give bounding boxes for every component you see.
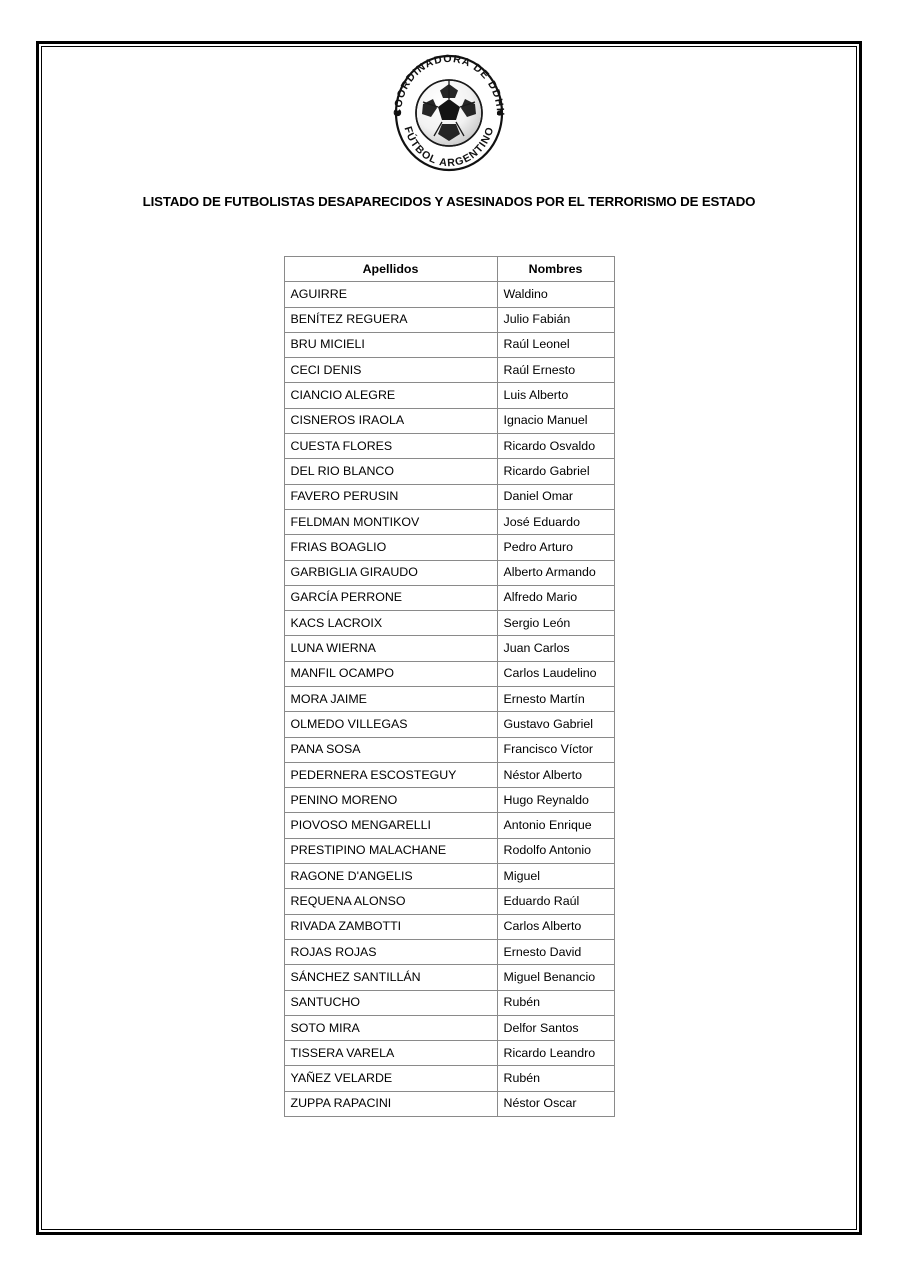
cell-nombre: Luis Alberto: [497, 383, 614, 408]
page-content: [42, 47, 856, 1229]
cell-nombre: Miguel: [497, 864, 614, 889]
cell-nombre: Sergio León: [497, 611, 614, 636]
table-row: [284, 408, 614, 433]
table-row: [284, 1041, 614, 1066]
table-row: [284, 535, 614, 560]
table-row: [284, 434, 614, 459]
table-row: [284, 939, 614, 964]
cell-apellido: KACS LACROIX: [284, 611, 497, 636]
table-row: [284, 914, 614, 939]
cell-nombre: Néstor Alberto: [497, 762, 614, 787]
cell-nombre: Carlos Laudelino: [497, 661, 614, 686]
cell-apellido: ZUPPA RAPACINI: [284, 1091, 497, 1116]
emblem-container: [42, 47, 856, 172]
soccer-ball-icon: [416, 80, 482, 146]
cell-nombre: Ricardo Osvaldo: [497, 434, 614, 459]
cell-apellido: MANFIL OCAMPO: [284, 661, 497, 686]
table-row: [284, 585, 614, 610]
cell-apellido: FELDMAN MONTIKOV: [284, 509, 497, 534]
cell-apellido: DEL RIO BLANCO: [284, 459, 497, 484]
table-row: [284, 864, 614, 889]
table-row: [284, 889, 614, 914]
table-row: [284, 307, 614, 332]
cell-nombre: Pedro Arturo: [497, 535, 614, 560]
cell-apellido: CISNEROS IRAOLA: [284, 408, 497, 433]
svg-text:FÚTBOL ARGENTINO: FÚTBOL ARGENTINO: [401, 124, 497, 170]
cell-nombre: Alberto Armando: [497, 560, 614, 585]
cell-apellido: LUNA WIERNA: [284, 636, 497, 661]
cell-apellido: MORA JAIME: [284, 687, 497, 712]
cell-nombre: Carlos Alberto: [497, 914, 614, 939]
cell-nombre: Waldino: [497, 282, 614, 307]
cell-apellido: AGUIRRE: [284, 282, 497, 307]
cell-nombre: Juan Carlos: [497, 636, 614, 661]
cell-nombre: Ignacio Manuel: [497, 408, 614, 433]
table-row: [284, 484, 614, 509]
cell-apellido: BENÍTEZ REGUERA: [284, 307, 497, 332]
column-header-nombres: Nombres: [497, 256, 614, 281]
cell-nombre: José Eduardo: [497, 509, 614, 534]
page-title: LISTADO DE FUTBOLISTAS DESAPARECIDOS Y ASESINADOS POR EL TERRORISMO DE ESTADO: [142, 194, 756, 209]
table-row: [284, 282, 614, 307]
cell-nombre: Rubén: [497, 1066, 614, 1091]
cell-apellido: PENINO MORENO: [284, 788, 497, 813]
table-row: [284, 358, 614, 383]
cell-apellido: GARCÍA PERRONE: [284, 585, 497, 610]
cell-nombre: Raúl Ernesto: [497, 358, 614, 383]
cell-apellido: REQUENA ALONSO: [284, 889, 497, 914]
names-table-container: [42, 256, 856, 1117]
table-row: [284, 383, 614, 408]
table-row: [284, 332, 614, 357]
table-row: [284, 838, 614, 863]
cell-apellido: YAÑEZ VELARDE: [284, 1066, 497, 1091]
cell-nombre: Ricardo Leandro: [497, 1041, 614, 1066]
table-row: [284, 560, 614, 585]
table-row: [284, 990, 614, 1015]
cell-apellido: FAVERO PERUSIN: [284, 484, 497, 509]
cell-nombre: Ricardo Gabriel: [497, 459, 614, 484]
cell-nombre: Ernesto Martín: [497, 687, 614, 712]
table-header-row: [284, 256, 614, 281]
cell-apellido: PIOVOSO MENGARELLI: [284, 813, 497, 838]
cell-apellido: CIANCIO ALEGRE: [284, 383, 497, 408]
table-row: [284, 737, 614, 762]
cell-apellido: FRIAS BOAGLIO: [284, 535, 497, 560]
table-row: [284, 661, 614, 686]
cell-nombre: Miguel Benancio: [497, 965, 614, 990]
table-row: [284, 1066, 614, 1091]
column-header-apellidos: Apellidos: [284, 256, 497, 281]
cell-apellido: BRU MICIELI: [284, 332, 497, 357]
cell-apellido: PRESTIPINO MALACHANE: [284, 838, 497, 863]
cell-nombre: Hugo Reynaldo: [497, 788, 614, 813]
table-row: [284, 509, 614, 534]
cell-nombre: Rodolfo Antonio: [497, 838, 614, 863]
table-row: [284, 965, 614, 990]
cell-apellido: PEDERNERA ESCOSTEGUY: [284, 762, 497, 787]
table-row: [284, 1015, 614, 1040]
table-row: [284, 459, 614, 484]
cell-apellido: GARBIGLIA GIRAUDO: [284, 560, 497, 585]
cell-apellido: ROJAS ROJAS: [284, 939, 497, 964]
cell-apellido: CUESTA FLORES: [284, 434, 497, 459]
cell-nombre: Ernesto David: [497, 939, 614, 964]
cell-nombre: Alfredo Mario: [497, 585, 614, 610]
table-row: [284, 636, 614, 661]
table-row: [284, 611, 614, 636]
cell-nombre: Delfor Santos: [497, 1015, 614, 1040]
cell-nombre: Rubén: [497, 990, 614, 1015]
cell-nombre: Julio Fabián: [497, 307, 614, 332]
cell-apellido: RIVADA ZAMBOTTI: [284, 914, 497, 939]
cell-apellido: CECI DENIS: [284, 358, 497, 383]
cell-nombre: Francisco Víctor: [497, 737, 614, 762]
cell-nombre: Néstor Oscar: [497, 1091, 614, 1116]
table-row: [284, 1091, 614, 1116]
cell-apellido: SOTO MIRA: [284, 1015, 497, 1040]
cell-apellido: TISSERA VARELA: [284, 1041, 497, 1066]
cell-apellido: OLMEDO VILLEGAS: [284, 712, 497, 737]
cell-apellido: SÁNCHEZ SANTILLÁN: [284, 965, 497, 990]
cell-nombre: Daniel Omar: [497, 484, 614, 509]
table-body: [284, 282, 614, 1117]
cell-nombre: Raúl Leonel: [497, 332, 614, 357]
cell-apellido: RAGONE D'ANGELIS: [284, 864, 497, 889]
cell-apellido: PANA SOSA: [284, 737, 497, 762]
cell-nombre: Eduardo Raúl: [497, 889, 614, 914]
coordinadora-ddhh-futbol-argentino-logo: [387, 54, 511, 172]
cell-nombre: Gustavo Gabriel: [497, 712, 614, 737]
cell-apellido: SANTUCHO: [284, 990, 497, 1015]
table-row: [284, 687, 614, 712]
svg-text:COORDINADORA DE DDHH: COORDINADORA DE DDHH: [391, 54, 507, 117]
table-row: [284, 712, 614, 737]
table-row: [284, 813, 614, 838]
victims-names-table: [284, 256, 615, 1117]
table-row: [284, 788, 614, 813]
table-row: [284, 762, 614, 787]
cell-nombre: Antonio Enrique: [497, 813, 614, 838]
